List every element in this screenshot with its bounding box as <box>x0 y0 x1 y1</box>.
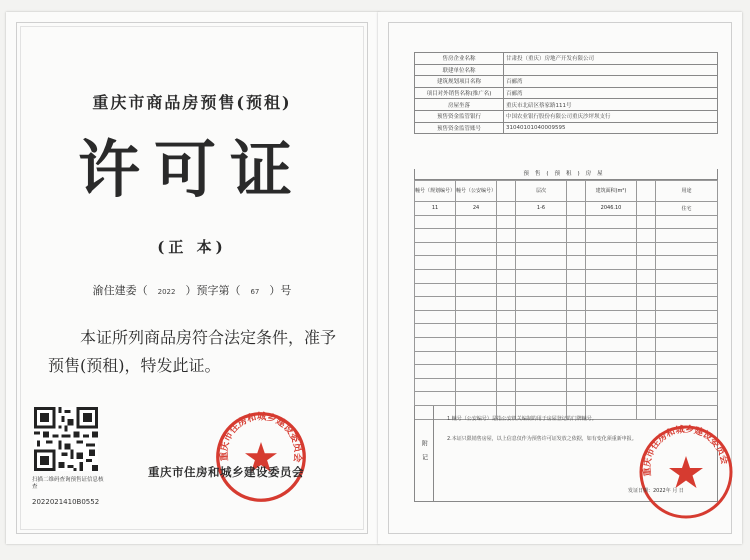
empty-cell <box>567 337 586 351</box>
grid-cell: 24 <box>456 202 497 216</box>
serial-middle: ）预字第（ <box>185 284 241 297</box>
empty-cell <box>637 256 656 270</box>
empty-cell <box>415 378 456 392</box>
empty-cell <box>415 365 456 379</box>
grid-cell: 1-6 <box>516 202 567 216</box>
info-value: 百郦湾 <box>504 87 718 99</box>
empty-cell <box>586 337 637 351</box>
empty-cell <box>516 256 567 270</box>
info-value: 重庆市北碚区蔡家路111号 <box>504 99 718 111</box>
empty-cell <box>456 365 497 379</box>
info-key: 项目对外销售名称(推广名) <box>415 87 504 99</box>
info-key: 售房企业名称 <box>415 53 504 65</box>
empty-cell <box>456 283 497 297</box>
empty-cell <box>656 229 718 243</box>
empty-cell <box>456 215 497 229</box>
empty-cell <box>497 337 516 351</box>
empty-row <box>415 229 718 243</box>
empty-row <box>415 378 718 392</box>
empty-cell <box>567 392 586 406</box>
empty-cell <box>415 392 456 406</box>
grid-header <box>567 181 586 202</box>
empty-cell <box>456 269 497 283</box>
empty-cell <box>415 337 456 351</box>
grid-header <box>497 181 516 202</box>
empty-cell <box>456 378 497 392</box>
empty-cell <box>637 242 656 256</box>
empty-cell <box>415 215 456 229</box>
grid-header: 幢号（公安编号） <box>456 181 497 202</box>
empty-cell <box>656 297 718 311</box>
note-1: 1.幢号（公安编号）是指公安机关编制的用于房屋登记的门牌幢号。 <box>447 416 597 422</box>
empty-row <box>415 365 718 379</box>
empty-cell <box>637 310 656 324</box>
empty-cell <box>656 215 718 229</box>
empty-cell <box>567 365 586 379</box>
info-value: 中国农业银行股份有限公司重庆沙坪坝支行 <box>504 110 718 122</box>
serial-number: 67 <box>250 288 260 296</box>
empty-cell <box>637 215 656 229</box>
note-2: 2.本证只限销售房屋，以上信息仅作为预售许可证发放之依据，如有变化须重新申报。 <box>447 436 637 442</box>
empty-row <box>415 242 718 256</box>
empty-cell <box>415 297 456 311</box>
empty-cell <box>656 392 718 406</box>
issuing-authority: 重庆市住房和城乡建设委员会 <box>148 465 304 479</box>
empty-cell <box>497 324 516 338</box>
empty-cell <box>656 283 718 297</box>
empty-cell <box>456 297 497 311</box>
project-info-table <box>414 52 718 134</box>
empty-cell <box>656 256 718 270</box>
permit-serial-line <box>6 282 378 298</box>
empty-cell <box>415 229 456 243</box>
empty-cell <box>456 351 497 365</box>
empty-cell <box>516 378 567 392</box>
grid-cell: 住宅 <box>656 202 718 216</box>
empty-cell <box>567 310 586 324</box>
empty-cell <box>586 256 637 270</box>
empty-cell <box>516 337 567 351</box>
grid-header <box>637 181 656 202</box>
empty-row <box>415 269 718 283</box>
empty-cell <box>497 378 516 392</box>
empty-cell <box>586 242 637 256</box>
grid-cell <box>567 202 586 216</box>
info-key: 预售资金监管银行 <box>415 110 504 122</box>
empty-cell <box>516 297 567 311</box>
grid-cell: 2046.10 <box>586 202 637 216</box>
empty-cell <box>567 242 586 256</box>
empty-cell <box>497 365 516 379</box>
empty-cell <box>637 378 656 392</box>
certificate-left-page <box>6 12 379 544</box>
empty-row <box>415 310 718 324</box>
empty-cell <box>567 351 586 365</box>
table-row <box>415 202 718 216</box>
info-row <box>415 76 718 88</box>
issue-date-label: 发证日期：2022年 月 日 <box>628 488 684 494</box>
empty-cell <box>656 310 718 324</box>
empty-cell <box>497 297 516 311</box>
empty-cell <box>456 256 497 270</box>
grid-header: 建筑面积(m²) <box>586 181 637 202</box>
grid-cell <box>637 202 656 216</box>
info-key: 预售资金监管账号 <box>415 122 504 134</box>
info-row <box>415 122 718 134</box>
empty-cell <box>567 283 586 297</box>
empty-cell <box>637 283 656 297</box>
empty-cell <box>497 283 516 297</box>
empty-cell <box>456 310 497 324</box>
empty-cell <box>497 242 516 256</box>
empty-cell <box>516 351 567 365</box>
certificate-right-page <box>378 12 742 544</box>
info-row <box>415 87 718 99</box>
empty-cell <box>456 324 497 338</box>
empty-cell <box>656 378 718 392</box>
issuance-seal-icon <box>636 422 736 522</box>
empty-cell <box>567 378 586 392</box>
empty-cell <box>516 269 567 283</box>
info-key: 房屋坐落 <box>415 99 504 111</box>
empty-cell <box>456 229 497 243</box>
empty-row <box>415 337 718 351</box>
info-key: 联建单位名称 <box>415 64 504 76</box>
empty-cell <box>567 297 586 311</box>
empty-cell <box>415 256 456 270</box>
svg-text:重庆市住房和城乡建设委员会: 重庆市住房和城乡建设委员会 <box>642 424 729 477</box>
empty-cell <box>586 324 637 338</box>
empty-cell <box>586 215 637 229</box>
official-seal-icon <box>214 410 308 504</box>
notes-label: 附记 <box>415 406 434 501</box>
empty-cell <box>586 297 637 311</box>
empty-cell <box>516 324 567 338</box>
empty-cell <box>567 256 586 270</box>
empty-cell <box>497 392 516 406</box>
copy-type-label: (正 本) <box>157 238 227 256</box>
info-key: 建筑规划项目名称 <box>415 76 504 88</box>
empty-row <box>415 351 718 365</box>
empty-cell <box>415 269 456 283</box>
empty-cell <box>586 310 637 324</box>
empty-cell <box>415 324 456 338</box>
empty-cell <box>567 215 586 229</box>
empty-row <box>415 297 718 311</box>
empty-cell <box>497 256 516 270</box>
grid-header: 层次 <box>516 181 567 202</box>
empty-cell <box>586 365 637 379</box>
info-value: 甘肃投（重庆）房地产开发有限公司 <box>504 53 718 65</box>
empty-row <box>415 392 718 406</box>
empty-cell <box>586 392 637 406</box>
svg-text:重庆市住房和城乡建设委员会: 重庆市住房和城乡建设委员会 <box>218 411 304 463</box>
grid-header-row <box>415 181 718 202</box>
empty-cell <box>516 242 567 256</box>
empty-cell <box>637 337 656 351</box>
empty-cell <box>497 229 516 243</box>
empty-cell <box>415 351 456 365</box>
empty-cell <box>456 392 497 406</box>
empty-cell <box>516 283 567 297</box>
info-value: 百郦湾 <box>504 76 718 88</box>
certificate-title: 许可证 <box>77 133 306 206</box>
issue-number: 2022021410B0552 <box>32 498 100 506</box>
empty-cell <box>497 215 516 229</box>
empty-cell <box>586 229 637 243</box>
empty-cell <box>497 269 516 283</box>
empty-cell <box>415 242 456 256</box>
empty-cell <box>586 269 637 283</box>
grid-cell: 11 <box>415 202 456 216</box>
empty-cell <box>656 337 718 351</box>
empty-cell <box>637 351 656 365</box>
serial-year: 2022 <box>157 288 176 296</box>
empty-cell <box>586 351 637 365</box>
empty-cell <box>637 229 656 243</box>
info-row <box>415 99 718 111</box>
empty-cell <box>656 351 718 365</box>
info-row <box>415 53 718 65</box>
empty-cell <box>656 365 718 379</box>
empty-cell <box>516 215 567 229</box>
empty-cell <box>415 283 456 297</box>
empty-cell <box>516 310 567 324</box>
empty-cell <box>656 324 718 338</box>
grid-header: 幢号（规划编号） <box>415 181 456 202</box>
grid-header: 用途 <box>656 181 718 202</box>
empty-cell <box>567 229 586 243</box>
empty-cell <box>456 242 497 256</box>
certificate-subtitle: 重庆市商品房预售(预租) <box>92 93 292 112</box>
empty-row <box>415 215 718 229</box>
empty-row <box>415 256 718 270</box>
empty-cell <box>567 269 586 283</box>
empty-cell <box>516 392 567 406</box>
empty-cell <box>567 324 586 338</box>
empty-cell <box>637 297 656 311</box>
empty-cell <box>516 229 567 243</box>
empty-cell <box>637 324 656 338</box>
info-row <box>415 64 718 76</box>
presale-section-header: 预售(预租)房屋 <box>414 169 718 180</box>
info-value: 31040101040009595 <box>504 122 718 134</box>
empty-cell <box>637 365 656 379</box>
empty-cell <box>497 351 516 365</box>
serial-suffix: ）号 <box>269 284 292 297</box>
empty-cell <box>497 310 516 324</box>
empty-row <box>415 324 718 338</box>
grid-cell <box>497 202 516 216</box>
empty-cell <box>637 392 656 406</box>
empty-cell <box>586 378 637 392</box>
empty-cell <box>516 365 567 379</box>
info-row <box>415 110 718 122</box>
info-value <box>504 64 718 76</box>
serial-prefix: 渝住建委（ <box>92 284 148 297</box>
empty-cell <box>656 269 718 283</box>
qr-caption: 扫描二维码查询预售证信息核查 <box>32 477 104 490</box>
certificate-statement: 本证所列商品房符合法定条件，准予预售(预租)，特发此证。 <box>48 328 337 375</box>
empty-cell <box>456 337 497 351</box>
empty-cell <box>656 242 718 256</box>
presale-units-table <box>414 180 718 420</box>
empty-cell <box>415 310 456 324</box>
empty-cell <box>586 283 637 297</box>
empty-row <box>415 283 718 297</box>
empty-cell <box>637 269 656 283</box>
qr-code-icon <box>34 407 98 471</box>
